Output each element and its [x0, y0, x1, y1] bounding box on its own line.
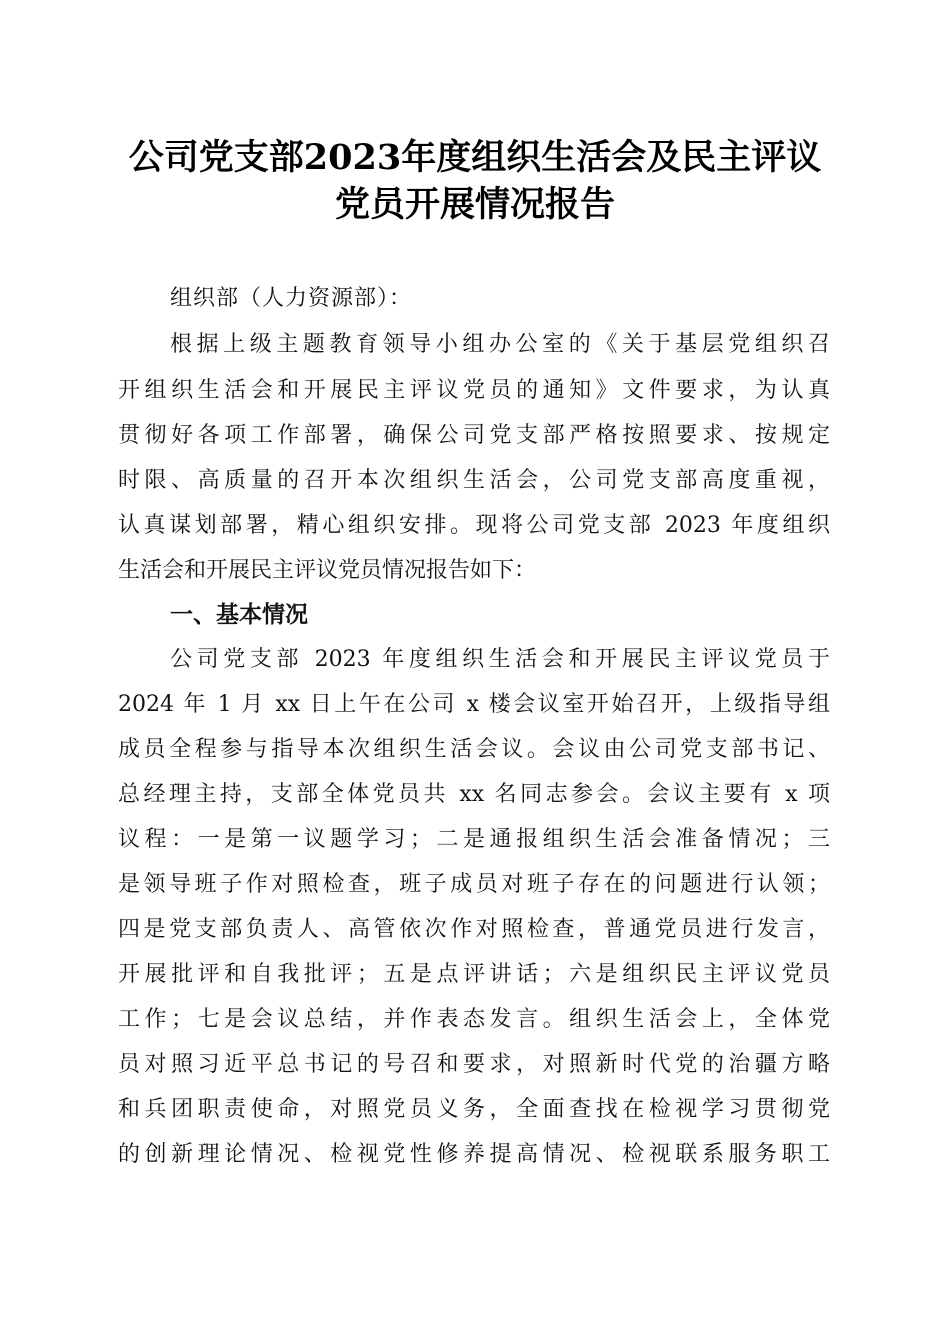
- body-line: 开展批评和自我批评；五是点评讲话；六是组织民主评议党员: [118, 962, 830, 987]
- document-title-line-2: 党员开展情况报告: [334, 184, 615, 225]
- intro-line: 生活会和开展民主评议党员情况报告如下：: [118, 558, 537, 583]
- intro-line: 根据上级主题教育领导小组办公室的《关于基层党组织召: [170, 332, 830, 357]
- intro-line: 时限、高质量的召开本次组织生活会，公司党支部高度重视，: [118, 468, 830, 493]
- body-line: 工作；七是会议总结，并作表态发言。组织生活会上，全体党: [118, 1007, 830, 1032]
- body-line: 2024 年 1 月 xx 日上午在公司 x 楼会议室开始召开，上级指导组: [118, 692, 830, 717]
- body-line: 四是党支部负责人、高管依次作对照检查，普通党员进行发言，: [118, 917, 830, 942]
- intro-line: 贯彻好各项工作部署，确保公司党支部严格按照要求、按规定: [118, 423, 830, 448]
- body-line: 是领导班子作对照检查，班子成员对班子存在的问题进行认领；: [118, 872, 830, 897]
- body-line: 议程：一是第一议题学习；二是通报组织生活会准备情况；三: [118, 827, 830, 852]
- body-line: 总经理主持，支部全体党员共 xx 名同志参会。会议主要有 x 项: [118, 782, 830, 807]
- body-line: 成员全程参与指导本次组织生活会议。会议由公司党支部书记、: [118, 737, 830, 762]
- intro-line: 认真谋划部署，精心组织安排。现将公司党支部 2023 年度组织: [118, 513, 830, 538]
- salutation: 组织部（人力资源部）：: [170, 286, 413, 311]
- body-line: 员对照习近平总书记的号召和要求，对照新时代党的治疆方略: [118, 1052, 830, 1077]
- body-line: 和兵团职责使命，对照党员义务，全面查找在检视学习贯彻党: [118, 1097, 830, 1122]
- body-line: 的创新理论情况、检视党性修养提高情况、检视联系服务职工: [118, 1142, 830, 1167]
- body-line: 公司党支部 2023 年度组织生活会和开展民主评议党员于: [170, 647, 830, 672]
- section-heading: 一、基本情况: [170, 602, 308, 628]
- intro-line: 开组织生活会和开展民主评议党员的通知》文件要求，为认真: [118, 378, 830, 403]
- document-title-line-1: 公司党支部2023年度组织生活会及民主评议: [128, 137, 822, 178]
